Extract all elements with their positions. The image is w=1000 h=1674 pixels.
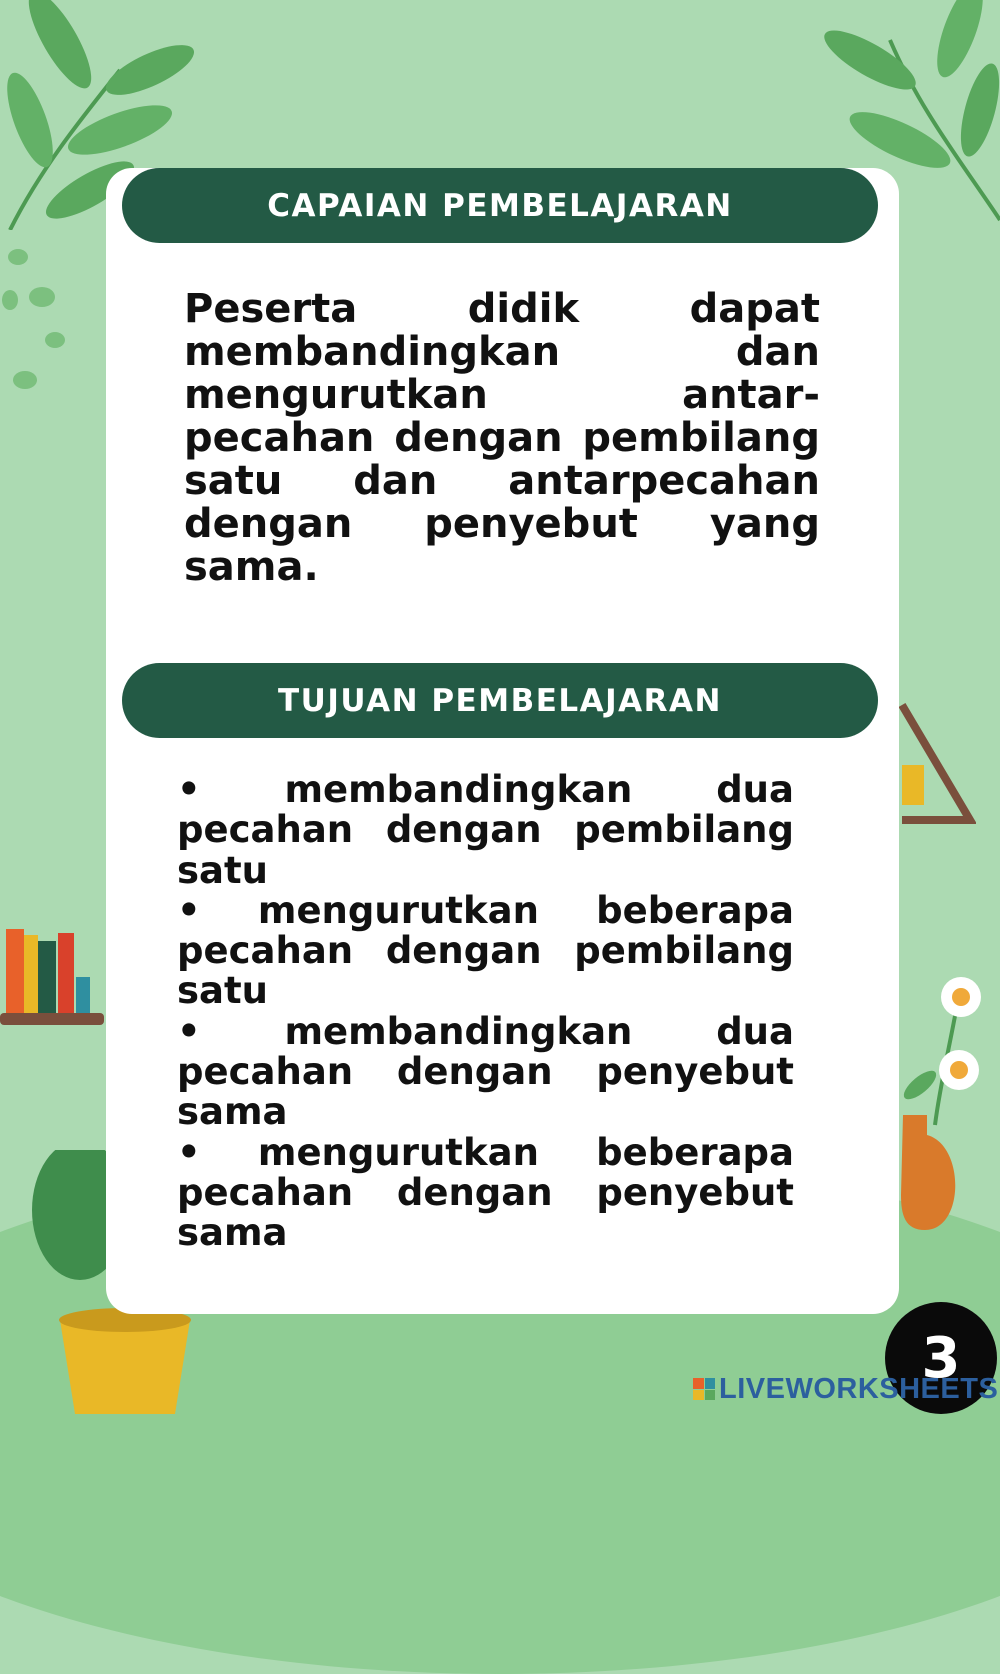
list-item: • mengurutkan beberapa pecahan dengan pembilang satu (177, 888, 794, 1013)
tujuan-heading: TUJUAN PEMBELAJARAN (278, 682, 722, 719)
list-item: • mengurutkan beberapa pecahan dengan penyebut sama (177, 1130, 794, 1255)
green-dots-decoration (0, 245, 80, 395)
page-number: 3 (921, 1325, 961, 1391)
brand-name: LIVEWORKSHEETS (719, 1372, 999, 1405)
liveworksheets-icon (693, 1378, 715, 1400)
capaian-heading: CAPAIAN PEMBELAJARAN (267, 187, 733, 224)
tujuan-banner (122, 663, 878, 738)
capaian-banner (122, 168, 878, 243)
list-item: • membandingkan dua pecahan dengan penyebut sama (177, 1009, 794, 1134)
list-item: • membandingkan dua pecahan dengan pembilang satu (177, 768, 794, 892)
tujuan-list (177, 770, 794, 1254)
liveworksheets-logo (693, 1373, 998, 1405)
hanging-frame-illustration (896, 695, 976, 825)
capaian-paragraph: Peserta didik dapat membandingkan dan mengurutkan antar-pecahan dengan pembilang satu dan antarpecahan dengan penyebut yang sama. (184, 286, 820, 590)
flower-vase-illustration (895, 975, 1000, 1235)
bookshelf-illustration (0, 925, 106, 1035)
